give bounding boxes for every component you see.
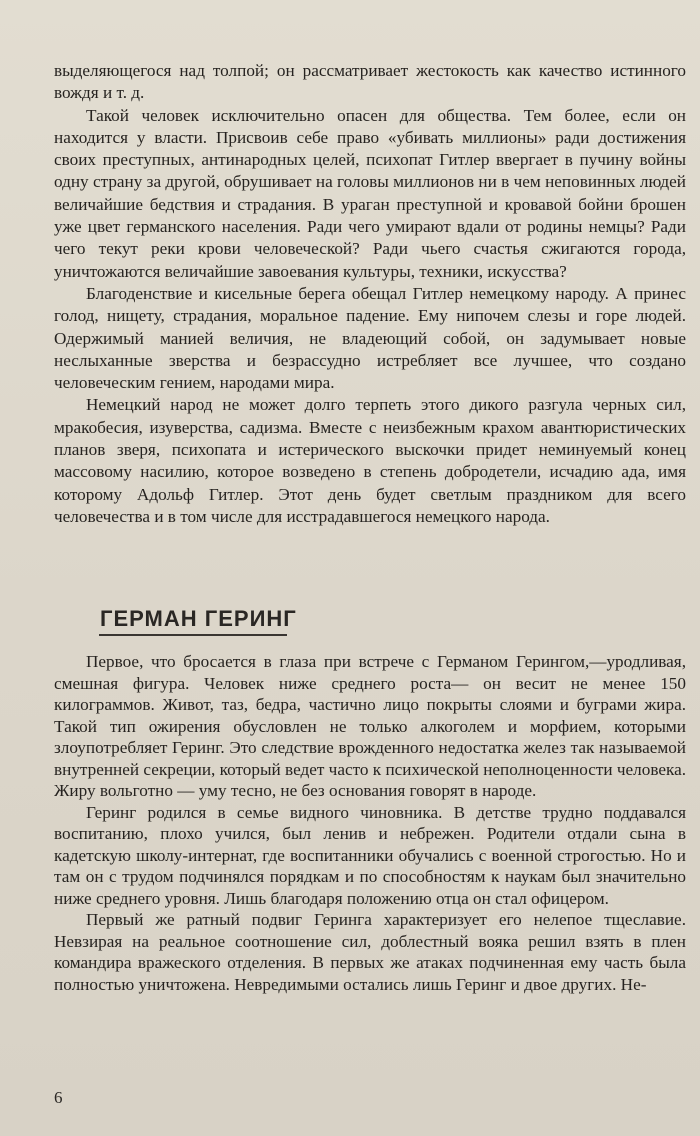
section-heading: ГЕРМАН ГЕРИНГ bbox=[100, 606, 297, 631]
paragraph-continuation: выделяющегося над толпой; он рассматривает жестокость как качество истинного вождя и т. д. bbox=[54, 61, 686, 103]
text-block-top bbox=[54, 60, 686, 528]
page-number: 6 bbox=[54, 1088, 63, 1107]
text-block-section bbox=[54, 651, 686, 995]
paragraph: Такой человек исключительно опасен для общества. Тем более, если он находится у власти. Присвоив себе право «убивать миллионы» ради достижения своих преступных, антинародных целей, психопат Гитлер ввергает в пучину войны одну страну за другой, обрушивает на головы миллионов ни в чем неповинных людей величайшие бедствия и страдания. В ураган преступной и кровавой бойни брошен уже цвет германского населения. Ради чего умирают вдали от родины немцы? Ради чего текут реки крови человеческой? Ради чьего счастья сжигаются города, уничтожаются величайшие завоевания культуры, техники, искусства? bbox=[54, 105, 686, 281]
paragraph: Немецкий народ не может долго терпеть этого дикого разгула черных сил, мракобесия, изуверства, садизма. Вместе с неизбежным крахом авантюристических планов зверя, психопата и истерического выскочки придет неминуемый конец массовому насилию, которое возведено в степень добродетели, исчадию ада, имя которому Адольф Гитлер. Этот день будет светлым праздником для всего человечества и в том числе для исстрадавшегося немецкого народа. bbox=[54, 395, 686, 526]
heading-underline bbox=[99, 634, 287, 636]
paragraph: Благоденствие и кисельные берега обещал Гитлер немецкому народу. А принес голод, нищету, страдания, моральное падение. Ему нипочем слезы и горе людей. Одержимый манией величия, не владеющий собой, он задумывает новые неслыханные зверства и безрассудно истребляет все лучшее, что создано человеческим гением, народами мира. bbox=[54, 283, 686, 393]
paragraph: Первое, что бросается в глаза при встрече с Германом Герингом,—уродливая, смешная фигура. Человек ниже среднего роста— он весит не менее 150 килограммов. Живот, таз, бедра, частично лицо покрыты слоями и буграми жира. Такой тип ожирения обусловлен не только алкоголем и морфием, которыми злоупотребляет Геринг. Это следствие врожденного недостатка желез так называемой внутренней секреции, который ведет часто к психической неполноценности человека. Жиру вольготно — уму тесно, не без основания говорят в народе. bbox=[54, 652, 686, 800]
paragraph: Геринг родился в семье видного чиновника. В детстве трудно поддавался воспитанию, плохо учился, был ленив и небрежен. Родители отдали сына в кадетскую школу-интернат, где воспитанники обучались с военной строгостью. Но и там он с трудом подчинялся порядкам и по способностям к наукам был значительно ниже среднего уровня. Лишь благодаря положению отца он стал офицером. bbox=[54, 802, 686, 908]
paragraph: Первый же ратный подвиг Геринга характеризует его нелепое тщеславие. Невзирая на реальное соотношение сил, доблестный вояка решил взять в плен командира вражеского отделения. В первых же атаках подчиненная ему часть была полностью уничтожена. Невредимыми остались лишь Геринг и двое других. Не- bbox=[54, 910, 686, 994]
